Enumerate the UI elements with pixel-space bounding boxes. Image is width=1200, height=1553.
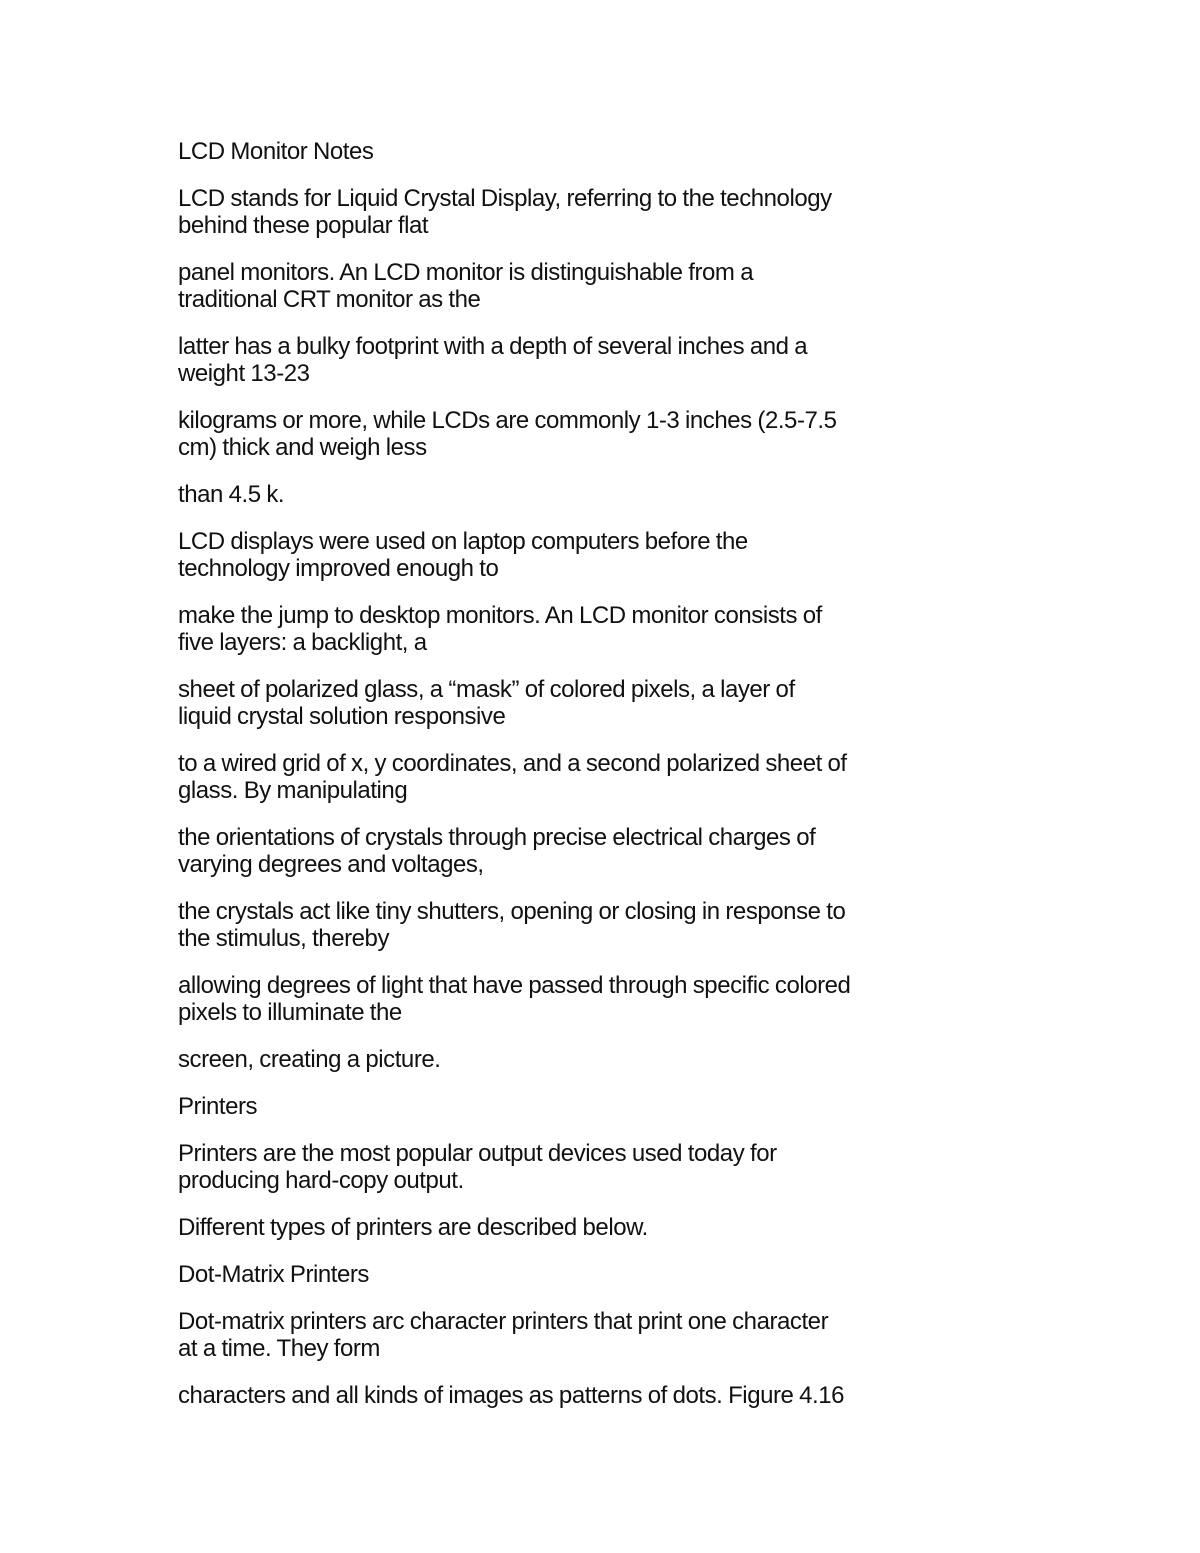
paragraph-lcd-laptops <box>178 528 1038 582</box>
text-line: sheet of polarized glass, a “mask” of colored pixels, a layer of <box>178 676 795 703</box>
text-line: latter has a bulky footprint with a depth of several inches and a <box>178 333 808 360</box>
text-line: technology improved enough to <box>178 555 499 582</box>
text-line: make the jump to desktop monitors. An LCD monitor consists of <box>178 602 822 629</box>
text-line: at a time. They form <box>178 1335 380 1362</box>
text-line: the orientations of crystals through precise electrical charges of <box>178 824 816 851</box>
paragraph-crystal-shutters <box>178 898 1038 952</box>
paragraph-wired-grid <box>178 750 1038 804</box>
paragraph-crystal-orientation <box>178 824 1038 878</box>
text-line: producing hard-copy output. <box>178 1167 464 1194</box>
text-line: allowing degrees of light that have passed through specific colored <box>178 972 851 999</box>
text-line: LCD displays were used on laptop computers before the <box>178 528 748 555</box>
text-line: traditional CRT monitor as the <box>178 286 481 313</box>
text-line: liquid crystal solution responsive <box>178 703 506 730</box>
paragraph-lcd-vs-crt <box>178 259 1038 313</box>
text-line: screen, creating a picture. <box>178 1046 441 1073</box>
text-line: LCD stands for Liquid Crystal Display, referring to the technology <box>178 185 832 212</box>
paragraph-crt-footprint <box>178 333 1038 387</box>
text-line: Printers <box>178 1093 258 1120</box>
paragraph-lcd-definition <box>178 185 1038 239</box>
text-line: Dot-matrix printers arc character printers that print one character <box>178 1308 829 1335</box>
text-line: Dot-Matrix Printers <box>178 1261 369 1288</box>
text-line: pixels to illuminate the <box>178 999 402 1026</box>
text-line: Printers are the most popular output devices used today for <box>178 1140 777 1167</box>
paragraph-dot-patterns <box>178 1382 1038 1409</box>
text-line: glass. By manipulating <box>178 777 408 804</box>
paragraph-lcd-thickness <box>178 407 1038 461</box>
text-line: weight 13-23 <box>178 360 310 387</box>
text-line: panel monitors. An LCD monitor is distinguishable from a <box>178 259 754 286</box>
paragraph-light-passing <box>178 972 1038 1026</box>
text-line: the stimulus, thereby <box>178 925 389 952</box>
text-line: the crystals act like tiny shutters, opening or closing in response to <box>178 898 846 925</box>
paragraph-polarized-glass <box>178 676 1038 730</box>
text-line: kilograms or more, while LCDs are commonly 1-3 inches (2.5-7.5 <box>178 407 837 434</box>
paragraph-lcd-layers <box>178 602 1038 656</box>
paragraph-lcd-weight <box>178 481 1038 508</box>
paragraph-printers-intro <box>178 1140 1038 1194</box>
text-line: to a wired grid of x, y coordinates, and a second polarized sheet of <box>178 750 847 777</box>
heading-printers <box>178 1093 1038 1120</box>
text-line: cm) thick and weigh less <box>178 434 427 461</box>
paragraph-dot-matrix-desc <box>178 1308 1038 1362</box>
text-line: Different types of printers are described below. <box>178 1214 648 1241</box>
text-line: behind these popular flat <box>178 212 429 239</box>
text-line: characters and all kinds of images as patterns of dots. Figure 4.16 <box>178 1382 845 1409</box>
paragraph-printer-types <box>178 1214 1038 1241</box>
text-line: than 4.5 k. <box>178 481 285 508</box>
document-title <box>178 138 1038 165</box>
heading-dot-matrix-printers <box>178 1261 1038 1288</box>
document-page <box>178 138 1038 1429</box>
paragraph-creating-picture <box>178 1046 1038 1073</box>
text-line: five layers: a backlight, a <box>178 629 427 656</box>
text-line: varying degrees and voltages, <box>178 851 484 878</box>
text-line: LCD Monitor Notes <box>178 138 374 165</box>
